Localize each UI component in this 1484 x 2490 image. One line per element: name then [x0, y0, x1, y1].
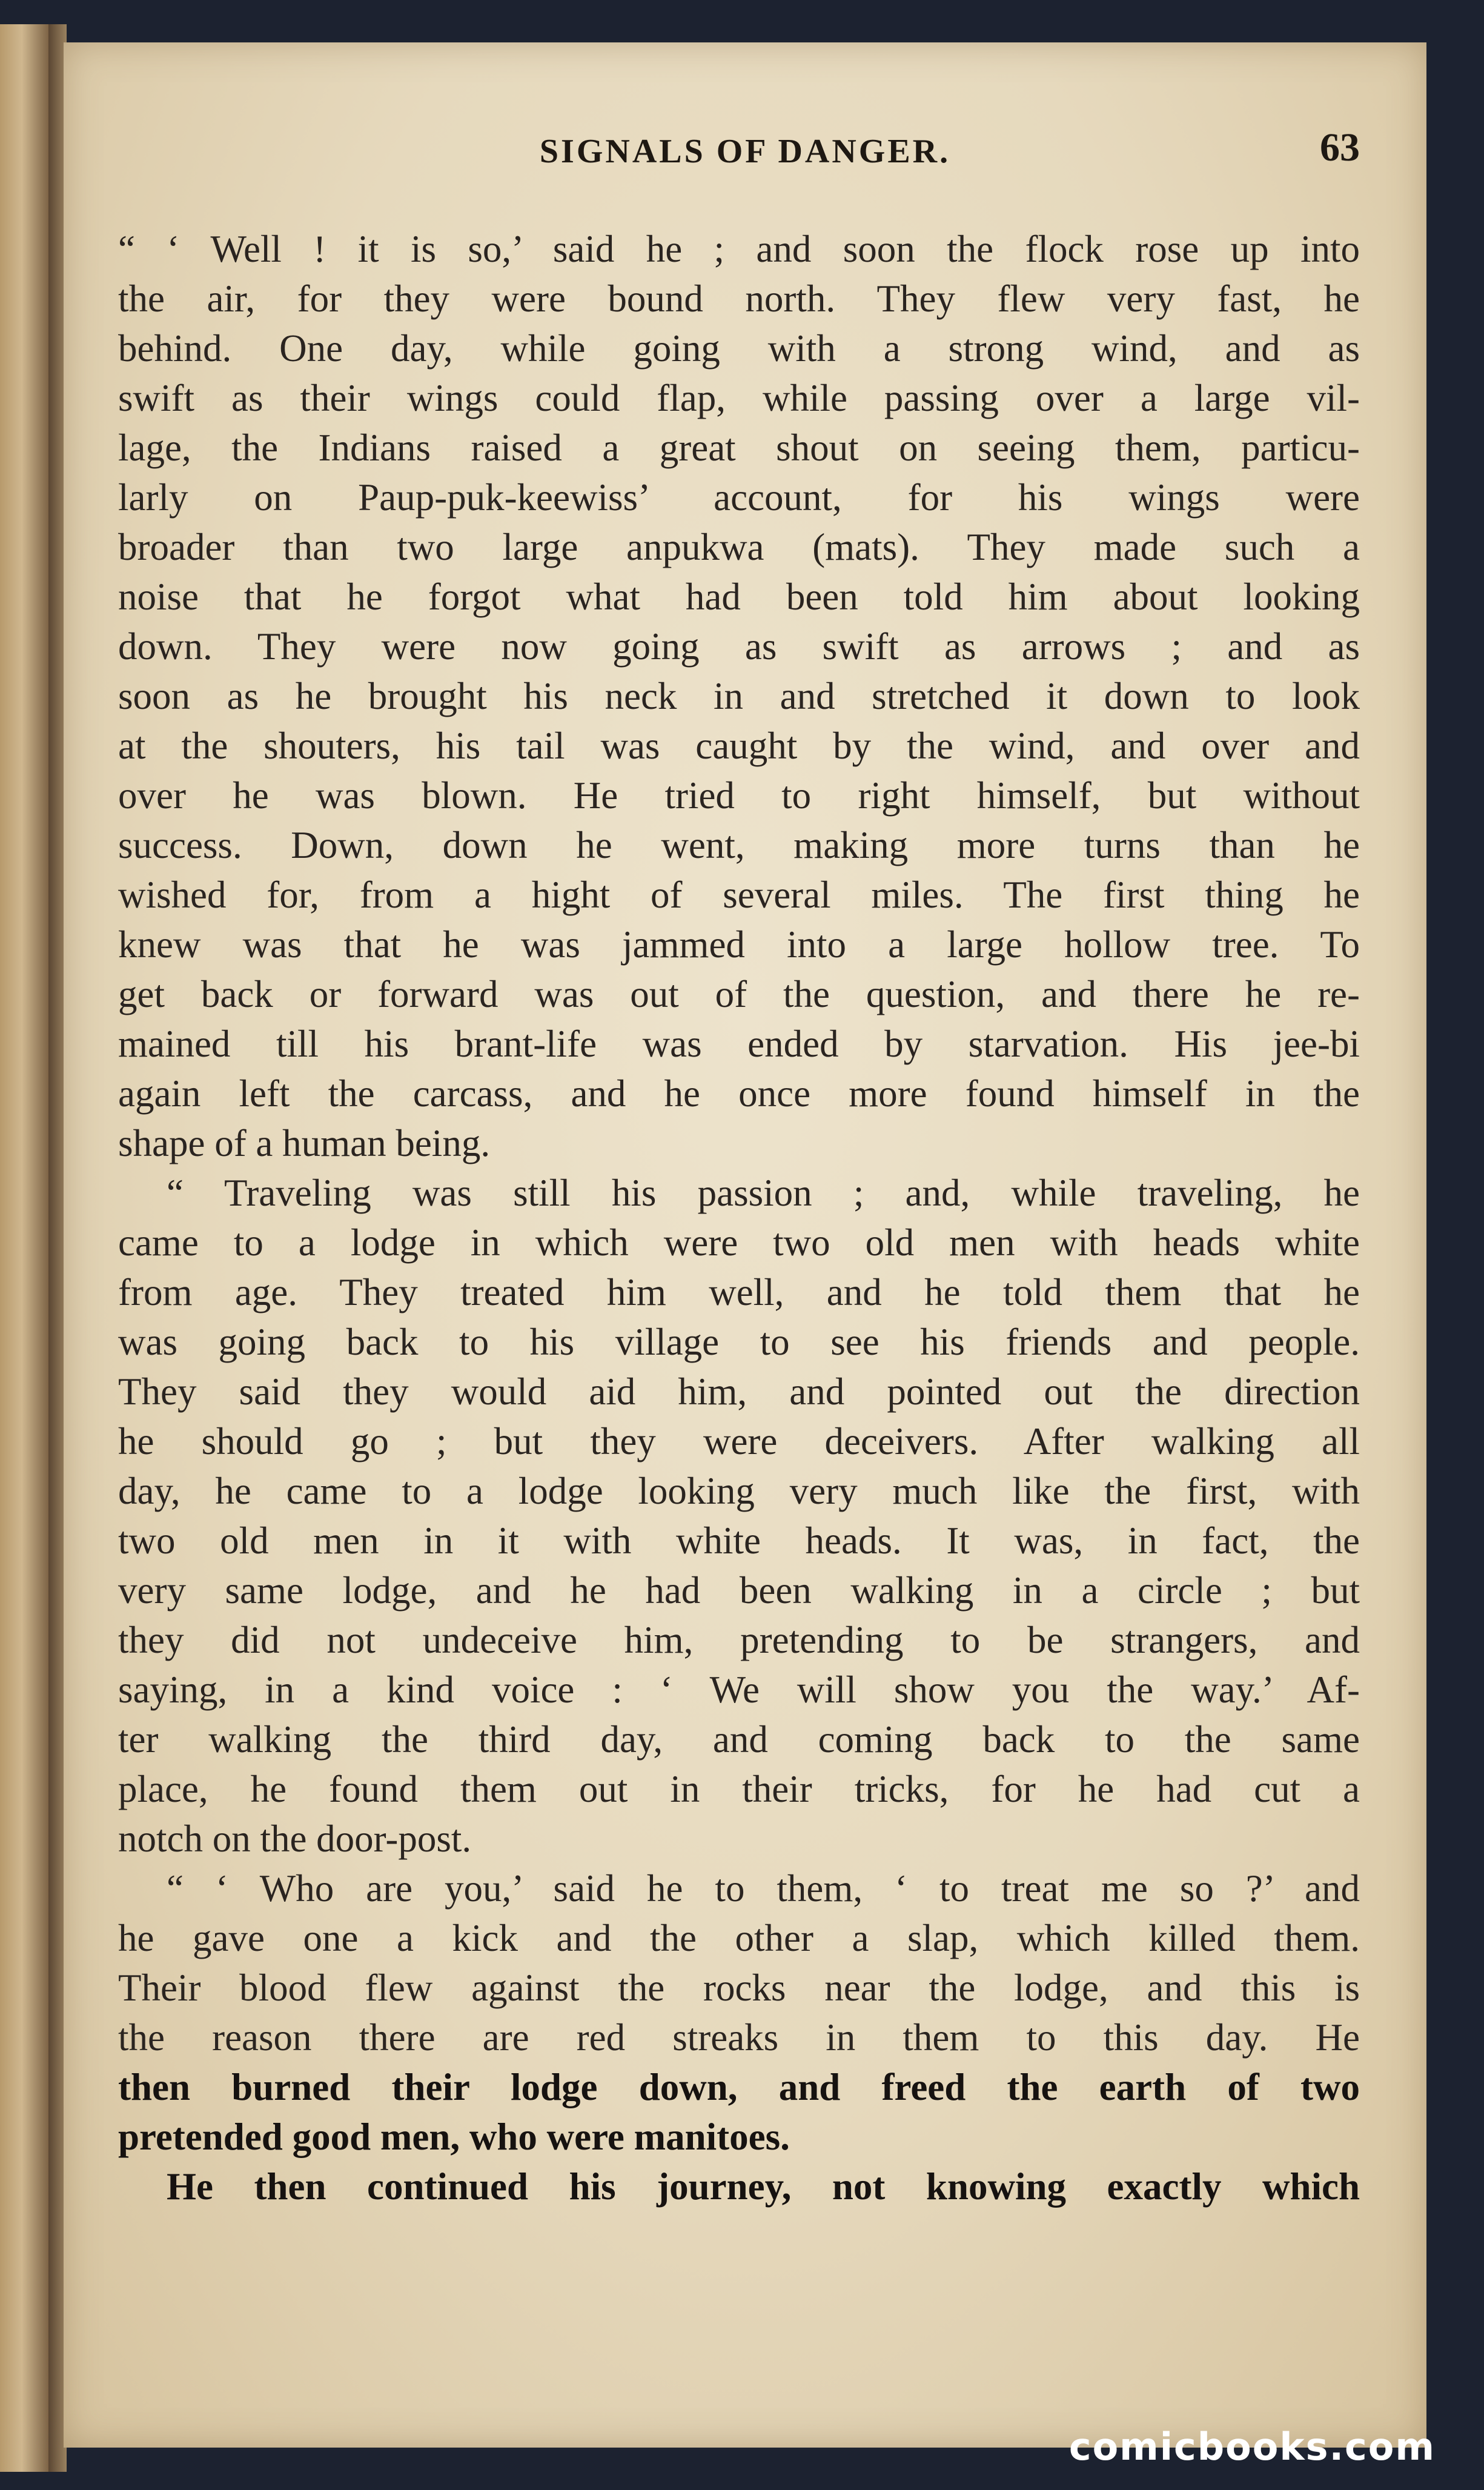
text-line: knew was that he was jammed into a large hollow tree. To — [118, 923, 1360, 966]
text-line: again left the carcass, and he once more found himself in the — [118, 1072, 1360, 1115]
text-line: lage, the Indians raised a great shout on seeing them, particu- — [118, 427, 1360, 469]
text-line: was going back to his village to see his friends and people. — [118, 1321, 1360, 1363]
facing-page-edge — [0, 24, 48, 2472]
text-line: day, he came to a lodge looking very much like the first, with — [118, 1470, 1360, 1512]
body-text — [118, 224, 1360, 2211]
text-line: ter walking the third day, and coming back to the same — [118, 1718, 1360, 1761]
text-line: over he was blown. He tried to right himself, but without — [118, 774, 1360, 817]
text-line: Their blood flew against the rocks near the lodge, and this is — [118, 1967, 1360, 2009]
text-line: they did not undeceive him, pretending to be strangers, and — [118, 1619, 1360, 1661]
text-line: success. Down, down he went, making more turns than he — [118, 824, 1360, 866]
text-line: he should go ; but they were deceivers. After walking all — [118, 1420, 1360, 1462]
running-head: SIGNALS OF DANGER. — [539, 133, 951, 170]
text-line: then burned their lodge down, and freed the earth of two — [118, 2066, 1360, 2108]
text-line: “ ‘ Who are you,’ said he to them, ‘ to treat me so ?’ and — [167, 1867, 1360, 1910]
text-line: “ ‘ Well ! it is so,’ said he ; and soon the flock rose up into — [118, 228, 1360, 270]
text-line: the reason there are red streaks in them to this day. He — [118, 2016, 1360, 2059]
text-line: down. They were now going as swift as arrows ; and as — [118, 625, 1360, 668]
text-line: get back or forward was out of the question, and there he re- — [118, 973, 1360, 1015]
text-line: wished for, from a hight of several miles. The first thing he — [118, 874, 1360, 916]
text-line: soon as he brought his neck in and stretched it down to look — [118, 675, 1360, 717]
text-line: from age. They treated him well, and he told them that he — [118, 1271, 1360, 1313]
text-line: shape of a human being. — [118, 1122, 491, 1164]
text-line: noise that he forgot what had been told him about looking — [118, 576, 1360, 618]
text-line: notch on the door-post. — [118, 1818, 472, 1860]
text-line: he gave one a kick and the other a slap, which killed them. — [118, 1917, 1360, 1959]
book-page — [64, 42, 1426, 2448]
page-number: 63 — [1320, 125, 1360, 170]
text-line: larly on Paup-puk-keewiss’ account, for his wings were — [118, 476, 1360, 519]
text-line: at the shouters, his tail was caught by the wind, and over and — [118, 725, 1360, 767]
text-line: place, he found them out in their tricks, for he had cut a — [118, 1768, 1360, 1810]
text-line: the air, for they were bound north. They flew very fast, he — [118, 277, 1360, 320]
text-line: pretended good men, who were manitoes. — [118, 2116, 790, 2158]
text-line: came to a lodge in which were two old men with heads white — [118, 1221, 1360, 1264]
text-line: behind. One day, while going with a strong wind, and as — [118, 327, 1360, 370]
text-line: swift as their wings could flap, while passing over a large vil- — [118, 377, 1360, 419]
watermark: comicbooks.com — [1068, 2425, 1436, 2469]
text-line: broader than two large anpukwa (mats). They made such a — [118, 526, 1360, 568]
text-line: “ Traveling was still his passion ; and, while traveling, he — [167, 1172, 1360, 1214]
text-line: two old men in it with white heads. It was, in fact, the — [118, 1519, 1360, 1562]
text-line: very same lodge, and he had been walking in a circle ; but — [118, 1569, 1360, 1612]
text-line: He then continued his journey, not knowing exactly which — [167, 2165, 1360, 2208]
text-line: They said they would aid him, and pointed out the direction — [118, 1370, 1360, 1413]
text-line: saying, in a kind voice : ‘ We will show you the way.’ Af- — [118, 1668, 1360, 1711]
text-line: mained till his brant-life was ended by starvation. His jee-bi — [118, 1023, 1360, 1065]
